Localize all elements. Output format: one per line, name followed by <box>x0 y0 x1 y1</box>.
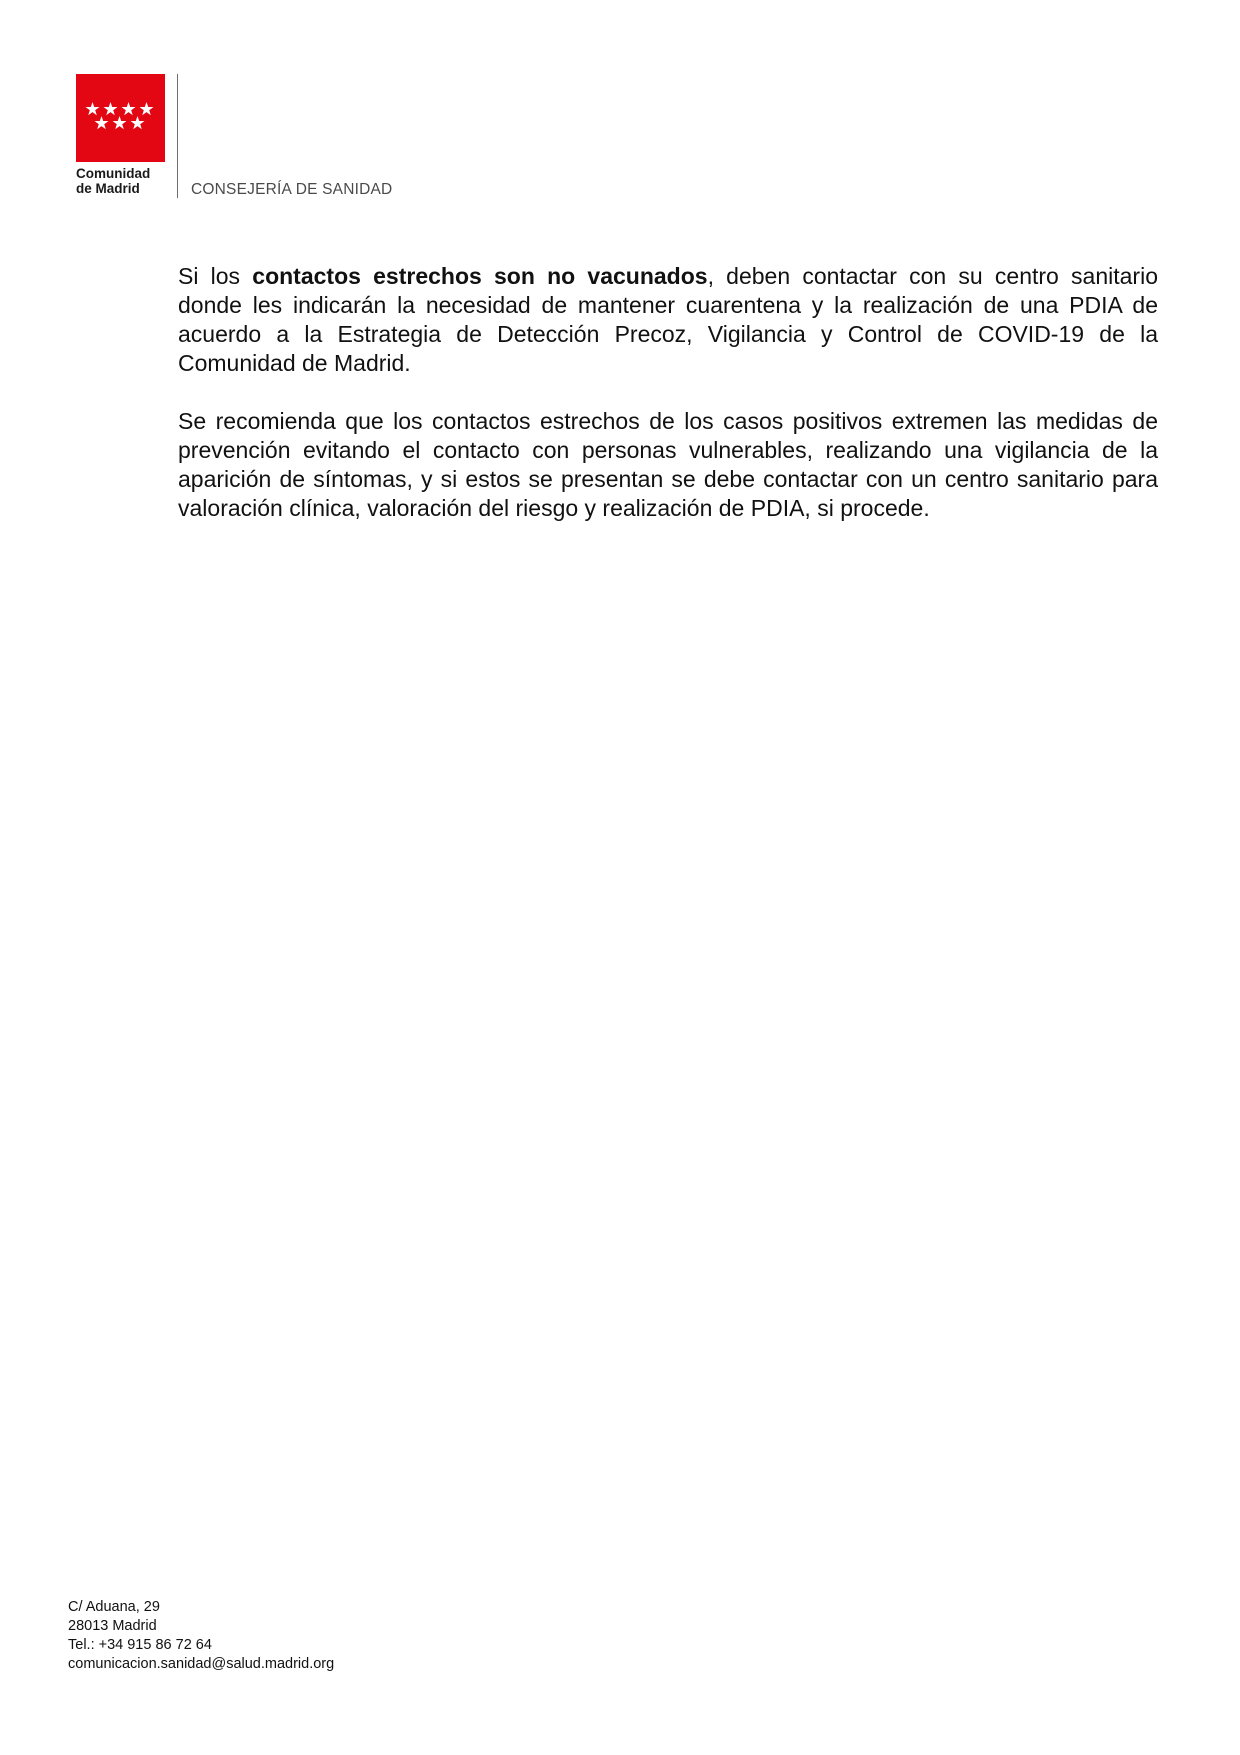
comunidad-de-madrid-logo-icon <box>76 74 165 162</box>
paragraph-recommendations: Se recomienda que los contactos estrechos de los casos positivos extremen las medidas de prevención evitando el contacto con personas vulnerables, realizando una vigilancia de la aparición de síntomas, y si estos se presentan se debe contactar con un centro sanitario para valoración clínica, valoración del riesgo y realización de PDIA, si procede. <box>178 408 1158 521</box>
paragraph-unvaccinated-contacts <box>178 262 1158 378</box>
header-divider <box>177 74 178 198</box>
logo-line-2: de Madrid <box>76 181 140 196</box>
footer-city: 28013 Madrid <box>68 1618 157 1634</box>
document-body <box>178 262 1158 523</box>
footer-address: C/ Aduana, 29 <box>68 1599 160 1615</box>
logo-stars-icon <box>76 74 165 162</box>
document-header <box>76 74 436 204</box>
footer-phone: Tel.: +34 915 86 72 64 <box>68 1637 212 1653</box>
paragraph-1-rest: , deben contactar con su centro sanitario donde les indicarán la necesidad de mantener cuarentena y la realización de una PDIA de acuerdo a la Estrategia de Detección Precoz, Vigilancia y Control de COVID-19 de la Comunidad de Madrid. <box>178 263 1158 376</box>
paragraph-1-intro: Si los <box>178 263 253 289</box>
footer-email: comunicacion.sanidad@salud.madrid.org <box>68 1656 335 1672</box>
logo-wordmark <box>76 166 168 196</box>
department-name: CONSEJERÍA DE SANIDAD <box>191 181 393 198</box>
document-footer <box>68 1598 334 1674</box>
paragraph-1-emphasis: contactos estrechos son no vacunados <box>252 263 708 289</box>
logo-line-1: Comunidad <box>76 166 151 181</box>
